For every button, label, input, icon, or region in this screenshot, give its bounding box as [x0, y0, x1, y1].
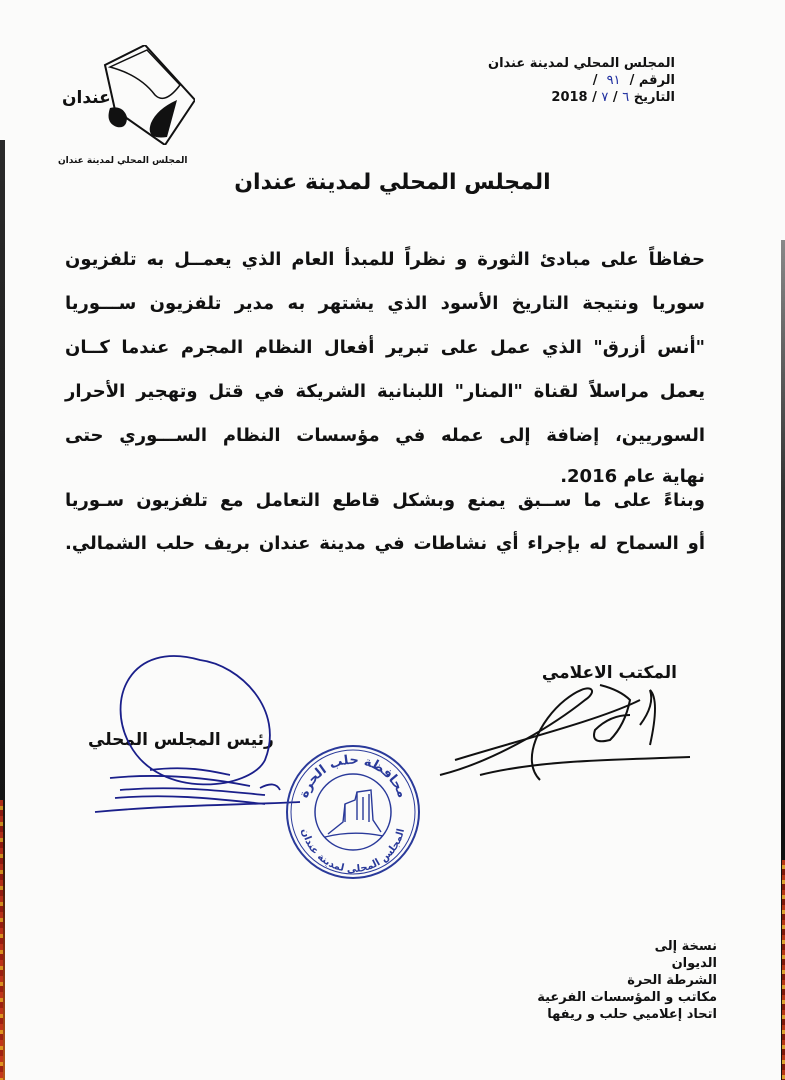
official-stamp [283, 742, 423, 882]
copy-recipient: اتحاد إعلاميي حلب و ريفها [547, 1007, 717, 1022]
reference-number-value: ٩١ [606, 73, 621, 88]
stamp-top-text: محافظة حلب الحرة [296, 752, 410, 800]
body-line: "أنس أزرق" الذي عمل على تبرير أفعال النظام المجرم عندما كــان [65, 337, 705, 358]
body-line: يعمل مراسلاً لقناة "المنار" اللبنانية الشريكة في قتل وتهجير الأحرار [65, 381, 705, 402]
reference-number-label: الرقم / [629, 73, 675, 88]
copy-recipient: مكاتب و المؤسسات الفرعية [537, 990, 717, 1005]
body-line: أو السماح له بإجراء أي نشاطات في مدينة عندان بريف حلب الشمالي. [65, 533, 705, 554]
body-line: حفاظاً على مبادئ الثورة و نظراً للمبدأ العام الذي يعمــل به تلفزيون [65, 249, 705, 270]
reference-header [488, 55, 675, 106]
body-line: وبناءً على ما ســبق يمنع وبشكل قاطع التعامل مع تلفزيون سـوريا [65, 490, 705, 511]
date-row: التاريخ ٦ / ٧ / 2018 [551, 90, 675, 105]
council-head-signature-label: رئيس المجلس المحلي [88, 730, 274, 750]
scan-edge-left-tint [0, 800, 3, 1080]
copy-to-heading: نسخة إلى [654, 939, 717, 954]
media-office-signature-label: المكتب الاعلامي [541, 663, 677, 683]
logo-caption: المجلس المحلي لمدينة عندان [58, 156, 188, 166]
copy-recipient: الديوان [671, 956, 717, 971]
body-line: سوريا ونتيجة التاريخ الأسود الذي يشتهر به مدير تلفزيون ســـوريا [65, 293, 705, 314]
copy-recipient: الشرطة الحرة [627, 973, 717, 988]
date-year: 2018 [551, 90, 588, 105]
media-office-signature-icon [440, 685, 690, 780]
body-line: نهاية عام 2016. [560, 466, 705, 487]
header-council-name: المجلس المحلي لمدينة عندان [488, 56, 675, 71]
letter-body [65, 238, 705, 566]
citadel-icon [325, 790, 383, 837]
body-line: السوريين، إضافة إلى عمله في مؤسسات النظام الســـوري حتى [65, 425, 705, 446]
date-month: ٧ [601, 90, 609, 105]
reference-number-row: الرقم / ٩١ / [592, 73, 675, 88]
date-day: ٦ [622, 90, 630, 105]
document-title: المجلس المحلي لمدينة عندان [234, 170, 551, 195]
copy-to-list [537, 938, 717, 1023]
date-label: التاريخ [633, 90, 675, 105]
logo-wordmark: عندان [62, 88, 111, 108]
stamp-bottom-text: المجلس المحلي لمدينة عندان [298, 827, 408, 876]
